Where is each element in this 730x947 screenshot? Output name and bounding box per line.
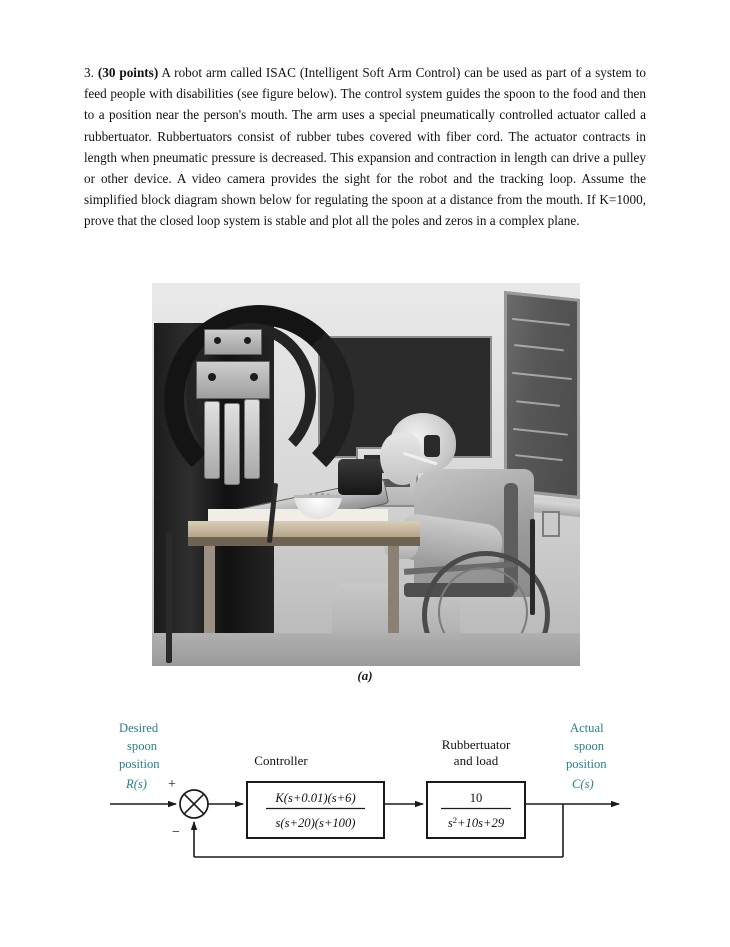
photo-robot-joint-a <box>204 329 262 355</box>
summing-plus-sign: + <box>168 777 176 792</box>
actual-spoon-position-label <box>566 721 607 771</box>
plant-numerator: 10 <box>469 791 483 805</box>
plant-denominator-exponent: 2 <box>452 815 458 825</box>
plant-denominator-pre: s <box>447 816 453 830</box>
photo-gripper-finger-1 <box>204 401 220 479</box>
photo-cable-3 <box>530 519 535 615</box>
isac-robot-photo <box>152 283 580 666</box>
photo-cable-1 <box>166 533 172 663</box>
photo-table-leg-right <box>388 546 399 636</box>
figure-caption: (a) <box>357 668 373 683</box>
problem-statement <box>84 62 646 232</box>
plant-heading-line-1: Rubbertuator <box>441 737 511 752</box>
plant-heading-line-2: and load <box>453 753 499 768</box>
photo-table-top <box>188 521 420 537</box>
control-block-diagram <box>0 712 730 872</box>
photo-table-edge <box>188 537 420 546</box>
summing-junction <box>180 790 208 818</box>
photo-robot-bolt-2 <box>244 337 251 344</box>
photo-robot-joint-b <box>196 361 270 399</box>
photo-spoon-gripper <box>338 459 382 495</box>
plant-denominator-post: +10s+29 <box>457 816 505 830</box>
desired-spoon-position-label <box>119 721 160 771</box>
photo-chalkboard <box>504 291 580 499</box>
photo-floor <box>152 633 580 666</box>
photo-person-face <box>380 433 420 485</box>
summing-minus-sign: − <box>172 825 180 840</box>
photo-gripper-finger-3 <box>244 399 260 479</box>
plant-denominator <box>448 815 505 830</box>
input-label-line-1: Desired <box>119 721 159 735</box>
photo-gripper-finger-2 <box>224 403 240 485</box>
photo-robot-bolt-1 <box>214 337 221 344</box>
input-label-line-3: position <box>119 757 160 771</box>
output-label-line-1: Actual <box>570 721 604 735</box>
photo-robot-bolt-4 <box>250 373 258 381</box>
photo-person-headset <box>424 435 440 457</box>
controller-heading: Controller <box>254 753 308 768</box>
output-label-line-3: position <box>566 757 607 771</box>
controller-denominator: s(s+20)(s+100) <box>275 816 356 830</box>
controller-numerator: K(s+0.01)(s+6) <box>275 791 356 805</box>
rubbertuator-block <box>427 782 525 838</box>
input-signal-label: R(s) <box>126 777 147 791</box>
problem-points: (30 points) <box>97 65 159 80</box>
controller-block <box>247 782 384 838</box>
problem-body: A robot arm called ISAC (Intelligent Soft Arm Control) can be used as part of a system to feed people with disabilities (see figure below). The control system guides the spoon to the food and then to a position near the person's mouth. The arm uses a special pneumatically controlled actuator called a rubbertuator. Rubbertuators consist of rubber tubes covered with fiber cord. The actuator contracts in length when pneumatic pressure is decreased. This expansion and contraction in length can drive a pulley or other device. A video camera provides the sight for the robot and the tracking loop. Assume the simplified block diagram shown below for regulating the spoon at a distance from the mouth. If K=1000, prove that the closed loop system is stable and plot all the poles and zeros in a complex plane. <box>84 65 647 229</box>
input-label-line-2: spoon <box>127 739 158 753</box>
photo-wall-outlet <box>542 511 560 537</box>
output-label-line-2: spoon <box>574 739 605 753</box>
problem-number: 3. <box>84 65 94 80</box>
output-signal-label: C(s) <box>572 777 594 791</box>
photo-robot-bolt-3 <box>208 373 216 381</box>
